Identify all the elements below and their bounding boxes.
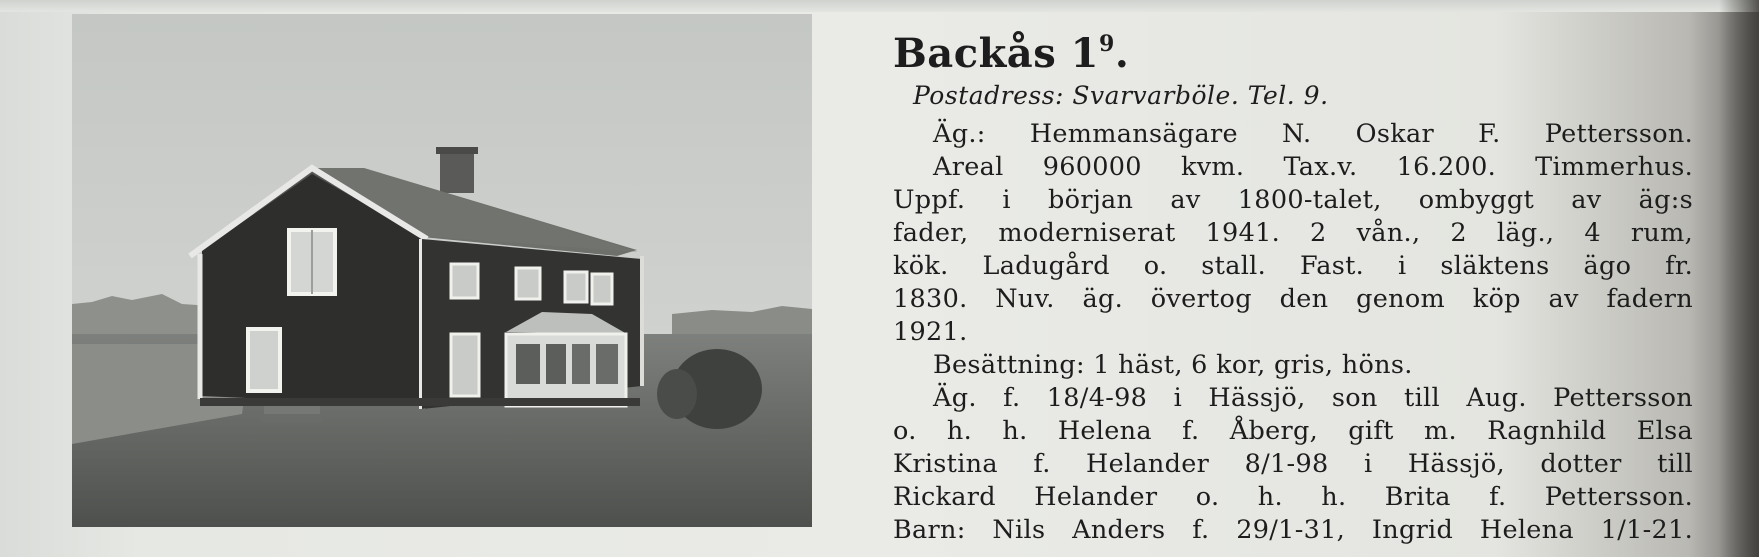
house-photo-image: [72, 14, 812, 527]
entry-line: Äg.: Hemmansägare N. Oskar F. Pettersson.: [933, 119, 1693, 149]
page-top-edge: [0, 0, 1759, 12]
entry-line: o. h. h. Helena f. Åberg, gift m. Ragnhild Elsa: [893, 416, 1693, 446]
entry-line: Kristina f. Helander 8/1-98 i Hässjö, dotter till: [893, 449, 1693, 479]
property-entry: [893, 14, 1693, 547]
entry-line: fader, moderniserat 1941. 2 vån., 2 läg., 4 rum,: [893, 218, 1693, 248]
entry-title: [893, 14, 1693, 77]
entry-line: Besättning: 1 häst, 6 kor, gris, höns.: [933, 350, 1413, 380]
entry-line: Barn: Nils Anders f. 29/1-31, Ingrid Helena 1/1-21.: [893, 515, 1693, 545]
entry-line: Äg. f. 18/4-98 i Hässjö, son till Aug. Pettersson: [933, 383, 1693, 413]
entry-line: kök. Ladugård o. stall. Fast. i släktens ägo fr.: [893, 251, 1693, 281]
entry-title-superscript: 9: [1099, 31, 1115, 57]
entry-line: Rickard Helander o. h. h. Brita f. Pettersson.: [893, 482, 1693, 512]
page-binding-shadow: [1719, 0, 1759, 557]
entry-line: Areal 960000 kvm. Tax.v. 16.200. Timmerhus.: [933, 152, 1693, 182]
entry-title-suffix: .: [1114, 30, 1130, 77]
entry-line: 1830. Nuv. äg. övertog den genom köp av fadern: [893, 284, 1693, 314]
entry-line: 1921.: [893, 317, 968, 347]
postal-address: Postadress: Svarvarböle. Tel. 9.: [913, 81, 1329, 110]
entry-title-text: Backås 1: [893, 30, 1099, 77]
entry-line: Uppf. i början av 1800-talet, ombyggt av äg:s: [893, 185, 1693, 215]
house-photo: [72, 14, 812, 527]
